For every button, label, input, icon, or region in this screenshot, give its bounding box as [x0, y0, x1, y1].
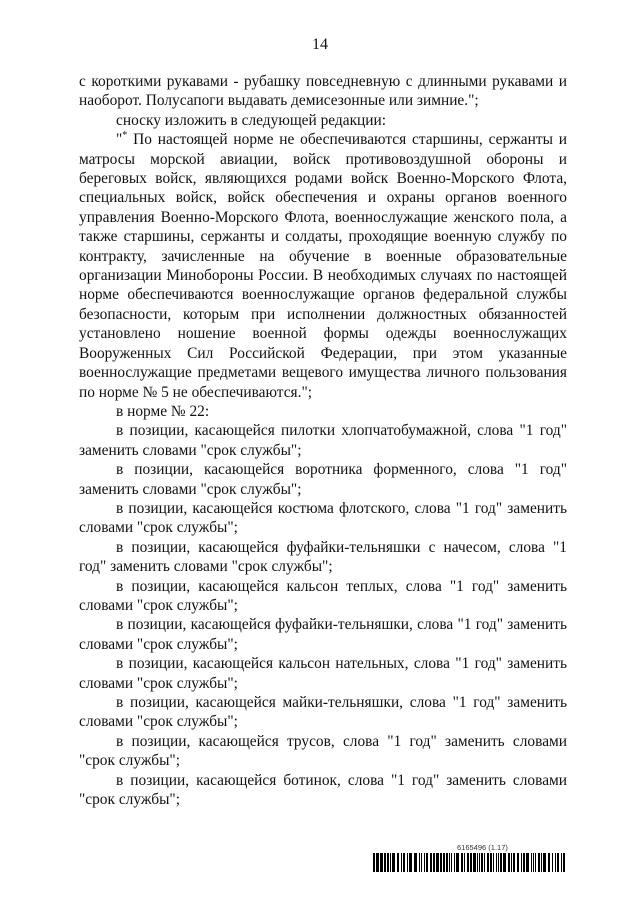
- barcode-bar: [403, 853, 405, 872]
- barcode-bar: [373, 853, 375, 872]
- barcode-bar: [500, 853, 502, 872]
- barcode-bar: [543, 853, 546, 872]
- barcode-bar: [477, 853, 478, 872]
- barcode-bar: [523, 853, 525, 872]
- barcode-bar: [561, 853, 562, 872]
- document-code: 6165496 (1.17): [457, 843, 508, 852]
- barcode-bar: [409, 853, 412, 872]
- barcode-bar: [390, 853, 391, 872]
- barcode-bar: [490, 853, 492, 872]
- footnote-text: По настоящей норме не обеспечиваются старшины, сержанты и матросы морской авиации, войск противовоздушной обороны и береговых войск, являющихся родами войск Военно-Морского Флота, специальных войск, войск обеспечения и охраны органов военного управления Военно-Морского Флота, военнослужащие женского пола, а также старшины, сержанты и солдаты, проходящие военную службу по контракту, зачисленные на обучение в военные образовательные организации Минобороны России. В необходимых случаях по настоящей норме обеспечиваются военнослужащие органов федеральной службы безопасности, которым при исполнении должностных обязанностей установлено ношение военной формы одежды военнослужащих Вооруженных Сил Российской Федерации, при этом указанные военнослужащие предметами вещевого имущества личного пользования по норме № 5 не обеспечиваются.";: [79, 131, 567, 401]
- barcode-bar: [467, 853, 469, 872]
- barcode-bar: [456, 853, 459, 872]
- barcode-bar: [538, 853, 540, 872]
- barcode-bar: [555, 853, 556, 872]
- barcode-bar: [433, 853, 435, 872]
- barcode-bar: [454, 853, 455, 872]
- barcode-bar: [376, 853, 379, 872]
- paragraph: в позиции, касающейся кальсон нательных, слова "1 год" заменить словами "срок службы";: [79, 655, 567, 692]
- barcode-bar: [496, 853, 497, 872]
- barcode-bar: [421, 853, 422, 872]
- paragraph: в позиции, касающейся воротника форменного, слова "1 год" заменить словами "срок службы";: [79, 461, 567, 498]
- barcode-bar: [513, 853, 515, 872]
- barcode-bar: [419, 853, 420, 872]
- barcode-bar: [446, 853, 448, 872]
- paragraph: в позиции, касающейся майки-тельняшки, слова "1 год" заменить словами "срок службы";: [79, 694, 567, 731]
- paragraph: в позиции, касающейся трусов, слова "1 год" заменить словами "срок службы";: [79, 732, 567, 770]
- barcode-bar: [392, 853, 395, 872]
- barcode-bar: [548, 853, 550, 872]
- barcode-bar: [541, 853, 542, 872]
- barcode-bar: [481, 853, 483, 872]
- barcode-bar: [451, 853, 452, 872]
- barcode-bar: [461, 853, 463, 872]
- barcode-bar: [517, 853, 519, 872]
- barcode-bar: [557, 853, 559, 872]
- barcode-bar: [563, 853, 565, 872]
- barcode-bar: [552, 853, 553, 872]
- barcode-bar: [493, 853, 494, 872]
- barcode-bar: [440, 853, 442, 872]
- paragraph: в позиции, касающейся ботинок, слова "1 год" заменить словами "срок службы";: [79, 771, 567, 809]
- barcode-bar: [426, 853, 428, 872]
- paragraph: в позиции, касающейся пилотки хлопчатобумажной, слова "1 год" заменить словами "срок службы";: [79, 422, 567, 459]
- barcode-bar: [484, 853, 485, 872]
- barcode-bar: [384, 853, 386, 872]
- barcode-bar: [464, 853, 465, 872]
- paragraph: в позиции, касающейся костюма флотского, слова "1 год" заменить словами "срок службы";: [79, 499, 567, 537]
- barcode-bar: [498, 853, 499, 872]
- paragraph: в норме № 22:: [116, 402, 210, 420]
- barcode-bar: [414, 853, 417, 872]
- barcode: [373, 853, 565, 872]
- barcode-bar: [407, 853, 408, 872]
- barcode-bar: [479, 853, 480, 872]
- page-number: 14: [312, 36, 328, 53]
- barcode-bar: [526, 853, 529, 872]
- document-body: [79, 72, 567, 809]
- paragraph: с короткими рукавами - рубашку повседневную с длинными рукавами и наоборот. Полусапоги выдавать демисезонные или зимние.";: [79, 73, 567, 110]
- barcode-bar: [521, 853, 522, 872]
- barcode-bar: [401, 853, 402, 872]
- barcode-bar: [430, 853, 432, 872]
- barcode-bar: [533, 853, 534, 872]
- footnote-marker: *: [122, 130, 128, 142]
- barcode-bar: [449, 853, 450, 872]
- paragraph: сноску изложить в следующей редакции:: [116, 111, 387, 129]
- barcode-bar: [473, 853, 476, 872]
- barcode-bar: [508, 853, 510, 872]
- barcode-bar: [487, 853, 489, 872]
- barcode-bar: [387, 853, 389, 872]
- barcode-bar: [531, 853, 532, 872]
- barcode-bar: [436, 853, 439, 872]
- paragraph: в позиции, касающейся фуфайки-тельняшки с начесом, слова "1 год" заменить словами "срок службы";: [79, 538, 567, 576]
- footnote-paragraph: [79, 130, 567, 402]
- barcode-bar: [511, 853, 512, 872]
- barcode-bar: [470, 853, 472, 872]
- paragraph: в позиции, касающейся фуфайки-тельняшки, слова "1 год" заменить словами "срок службы";: [79, 616, 567, 653]
- opening-quote: ": [116, 131, 123, 149]
- barcode-bar: [380, 853, 383, 872]
- barcode-bar: [397, 853, 399, 872]
- barcode-bar: [535, 853, 536, 872]
- paragraph: в позиции, касающейся кальсон теплых, слова "1 год" заменить словами "срок службы";: [79, 577, 567, 614]
- barcode-bar: [424, 853, 425, 872]
- barcode-bar: [503, 853, 506, 872]
- barcode-bar: [443, 853, 445, 872]
